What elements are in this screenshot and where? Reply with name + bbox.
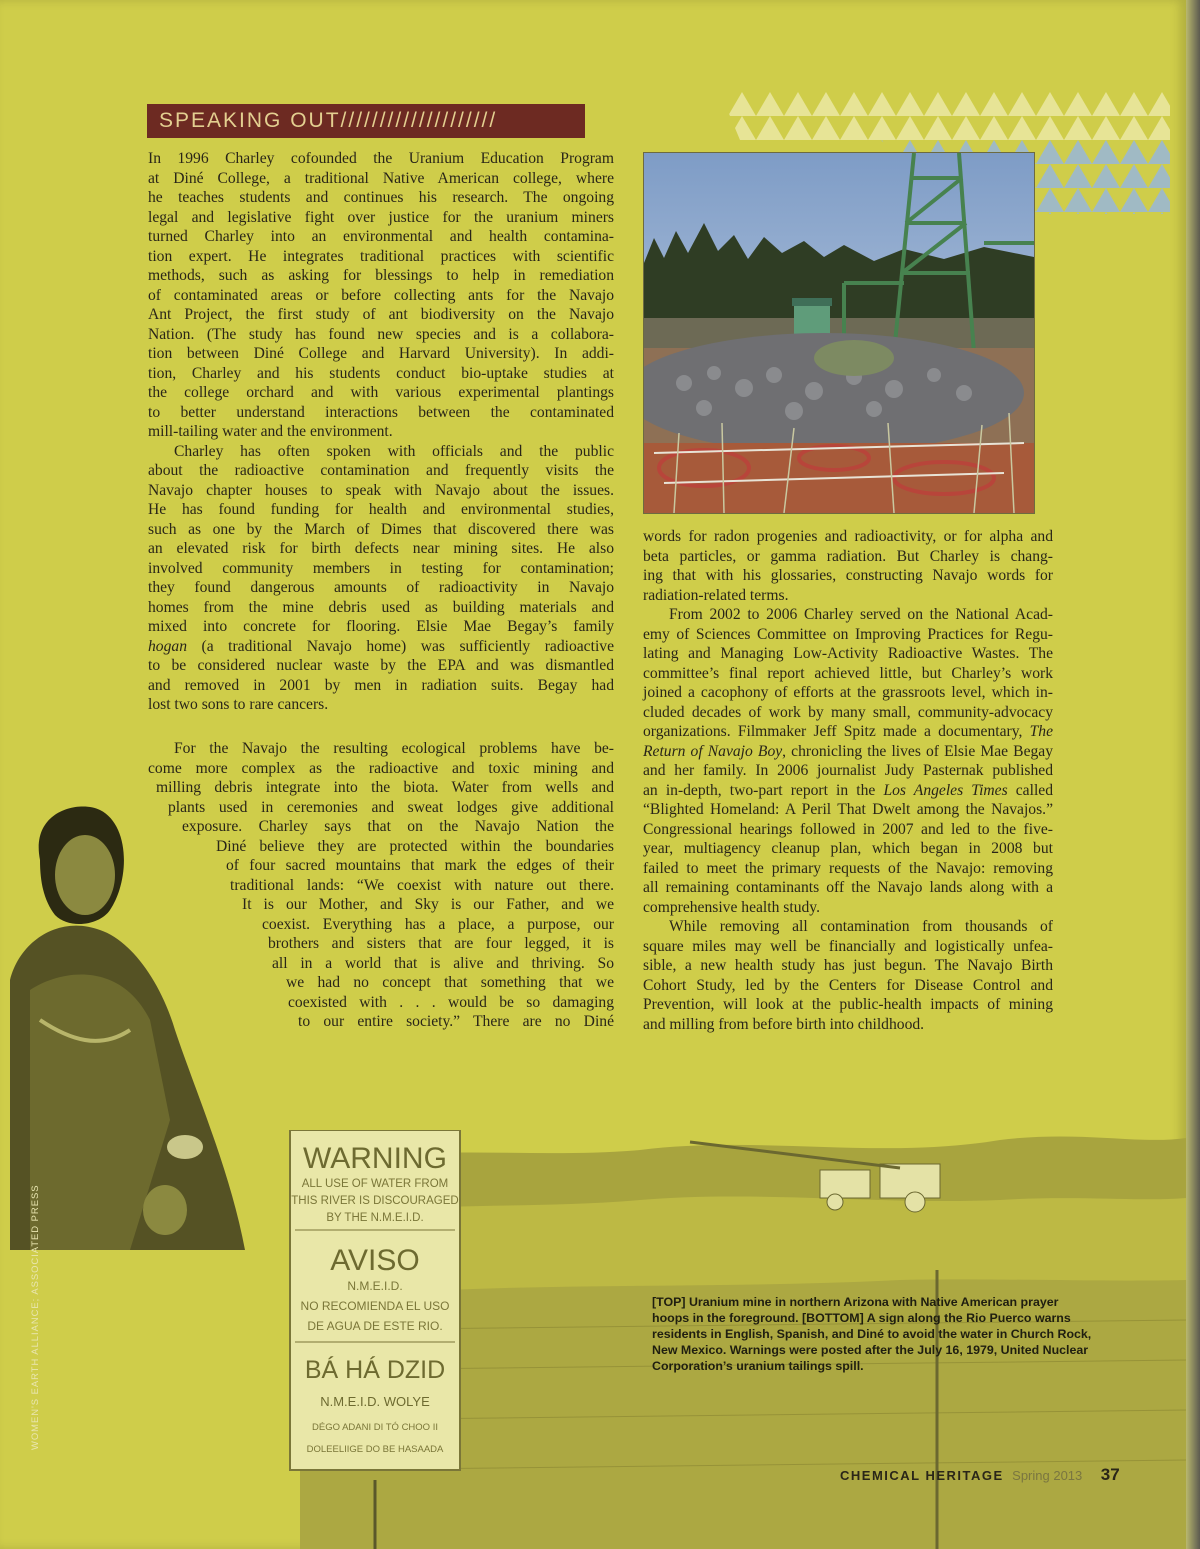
uranium-mine-photo [643,152,1035,514]
text-line: exposure. Charley says that on the Navajo Nation the [182,818,614,835]
text-line: Congressional hearings followed in 2007 and led to the five- [643,820,1053,838]
text-line: “Blighted Homeland: A Peril That Dwelt among the Navajos.” [643,801,1053,818]
sign-es-line: DE AGUA DE ESTE RIO. [307,1319,443,1333]
text-fragment: an in-depth, two-part report in the [643,781,876,799]
sign-aviso: AVISO [330,1244,420,1277]
text-line: sible, a new health study has just begun. The Navajo Birth [643,957,1053,974]
sign-en-line: THIS RIVER IS DISCOURAGED [291,1195,459,1207]
text-line: and milling from before birth into childhood. [643,1015,925,1033]
section-label: SPEAKING OUT [159,109,341,132]
text-line: we had no concept that something that we [286,974,614,991]
text-line: an elevated risk for birth defects near mining sites. He also [148,540,614,557]
text-line: tion expert. He integrates traditional practices with scientific [148,247,614,265]
text-line: plants used in ceremonies and sweat lodges give additional [168,798,614,816]
magazine-name: CHEMICAL HERITAGE [840,1468,1004,1483]
text-line: all remaining contaminants off the Navajo lands along with a [643,879,1053,896]
text-line: Ant Project, the first study of ant biodiversity on the Navajo [148,306,614,323]
column-2 [643,527,1053,1034]
sign-ba-ha-dzid: BÁ HÁ DZID [304,1356,446,1384]
text-line: to our entire society.” There are no Diné [298,1013,614,1030]
sign-es-line: N.M.E.I.D. [347,1279,403,1293]
text-line: milling debris integrate into the biota. Water from wells and [156,779,614,796]
text-line [643,722,1053,742]
text-line: joined a cacophony of efforts at the grassroots level, which in- [643,684,1053,701]
text-line: and her family. In 2006 journalist Judy Pasternak published [643,762,1053,779]
text-line: homes from the mine debris used as building materials and [148,598,614,616]
photo-caption: [TOP] Uranium mine in northern Arizona with Native American prayer hoops in the foreground. [BOTTOM] A sign along the Rio Puerco warns residents in English, Spanish, and Diné to avoid the water in Church Rock, New Mexico. Warnings were posted after the July 16, 1979, United Nuclear Corporation’s uranium tailings spill. [652,1295,1092,1373]
sign-warning: WARNING [303,1142,447,1175]
text-line: at Diné College, a traditional Native American college, where [148,169,614,187]
text-line: legal and legislative fight over justice for the uranium miners [148,208,614,226]
text-line: Prevention, will look at the public-health impacts of mining [643,996,1053,1013]
newspaper-name: Los Angeles Times [883,781,1008,799]
text-line: square miles may well be financially and logistically unfea- [643,937,1053,955]
sign-nv-line: N.M.E.I.D. WOLYE [320,1394,430,1409]
text-line: lost two sons to rare cancers. [148,696,329,713]
section-header [147,104,585,138]
text-line: and removed in 2001 by men in radiation suits. Begay had [148,676,614,694]
text-line: such as one by the March of Dimes that discovered there was [148,520,614,538]
text-fragment: (a traditional Navajo home) was sufficiently radioactive [201,637,614,655]
text-line: From 2002 to 2006 Charley served on the National Acad- [669,606,1053,623]
text-line: year, multiagency cleanup plan, which began in 2008 but [643,840,1053,857]
text-line: For the Navajo the resulting ecological problems have be- [174,740,614,757]
text-line [643,781,1053,801]
text-line: lating and Managing Low-Activity Radioactive Wastes. The [643,645,1053,662]
page-edge [1186,0,1200,1549]
text-line: of four sacred mountains that mark the edges of their [226,857,614,874]
text-line: come more complex as the radioactive and toxic mining and [148,759,614,777]
sign-en-line: BY THE N.M.E.I.D. [326,1212,424,1224]
warning-sign [290,1130,460,1470]
text-line: coexist. Everything has a place, a purpose, our [262,915,614,933]
photo-credit [27,1184,42,1450]
text-line: turned Charley into an environmental and health contamina- [148,228,614,245]
section-slashes: //////////////////// [340,109,498,132]
text-line: to be considered nuclear waste by the EPA and was dismantled [148,657,614,674]
text-line: mixed into concrete for flooring. Elsie Mae Begay’s family [148,618,614,635]
text-line: of contaminated areas or before collecting ants for the Navajo [148,286,614,304]
paragraph-1 [148,149,614,442]
text-line: While removing all contamination from thousands of [669,918,1053,935]
text-line: Nation. (The study has found new species and is a collabora- [148,325,614,343]
text-line: to better understand interactions between the contaminated [148,403,614,421]
text-line: Cohort Study, led by the Centers for Disease Control and [643,976,1053,994]
issue-season: Spring 2013 [1012,1468,1083,1483]
text-line: failed to meet the primary requests of the Navajo: removing [643,859,1053,877]
paragraph-5 [643,605,1053,917]
page-number: 37 [1100,1465,1120,1484]
sign-en-line: ALL USE OF WATER FROM [301,1178,449,1190]
text-line: committee’s final report achieved little, but Charley’s work [643,664,1053,682]
text-line: emy of Sciences Committee on Improving Practices for Regu- [643,625,1053,643]
text-line: brothers and sisters that are four legged, it is [268,935,614,952]
text-fragment: called [1015,781,1053,799]
text-line: words for radon progenies and radioactivity, or for alpha and [643,528,1053,545]
column-1-top [148,149,614,715]
text-line: traditional lands: “We coexist with nature out there. [230,876,614,894]
film-title-the: The [1029,723,1053,740]
text-line: It is our Mother, and Sky is our Father, and we [242,896,614,913]
text-line: Diné believe they are protected within the boundaries [216,837,614,855]
text-line [643,742,1053,762]
text-line: involved community members in testing for contamination; [148,559,614,577]
text-fragment: organizations. Filmmaker Jeff Spitz made a documentary, [643,723,1023,740]
hogan-italic: hogan [148,637,187,655]
page-footer [840,1465,1120,1485]
text-line: Navajo chapter houses to speak with Navajo about the issues. [148,481,614,499]
text-line: coexisted with . . . would be so damaging [288,993,614,1011]
text-line [148,637,614,657]
text-line: Charley has often spoken with officials and the public [174,442,614,460]
paragraph-2 [148,442,614,715]
paragraph-4 [643,527,1053,605]
sign-nv-line: DOLEELIIGE DO BE HASAADA [306,1444,444,1455]
paragraph-6 [643,917,1053,1034]
text-fragment: , chronicling the lives of Elsie Mae Begay [782,742,1054,760]
text-line: all in a world that is alive and thriving. So [272,954,614,972]
woman-portrait-photo [0,790,250,1250]
photo-credit-text: WOMEN'S EARTH ALLIANCE; ASSOCIATED PRESS [29,1184,40,1450]
text-line: radiation-related terms. [643,586,789,604]
text-line: the college orchard and with various experimental plantings [148,384,614,401]
text-line: he teaches students and continues his research. The ongoing [148,189,614,206]
text-line: He has found funding for health and environmental studies, [148,501,614,518]
text-line: mill-tailing water and the environment. [148,423,393,440]
sign-es-line: NO RECOMIENDA EL USO [300,1299,450,1313]
text-line: ing that with his glossaries, constructing Navajo words for [643,567,1053,584]
text-line: methods, such as asking for blessings to help in remediation [148,267,614,284]
text-line: tion, Charley and his students conduct bio-uptake studies at [148,364,614,382]
text-line: they found dangerous amounts of radioactivity in Navajo [148,579,614,596]
film-title: Return of Navajo Boy [643,742,783,760]
text-line: In 1996 Charley cofounded the Uranium Education Program [148,150,614,167]
text-line: about the radioactive contamination and frequently visits the [148,462,614,479]
text-line: beta particles, or gamma radiation. But Charley is chang- [643,547,1053,565]
text-line: comprehensive health study. [643,898,820,916]
text-line: tion between Diné College and Harvard University). In addi- [148,345,614,362]
text-line: cluded decades of work by many small, community-advocacy [643,703,1053,721]
sign-nv-line: DÉGO ADANI DI TÓ CHOO II [312,1422,438,1433]
